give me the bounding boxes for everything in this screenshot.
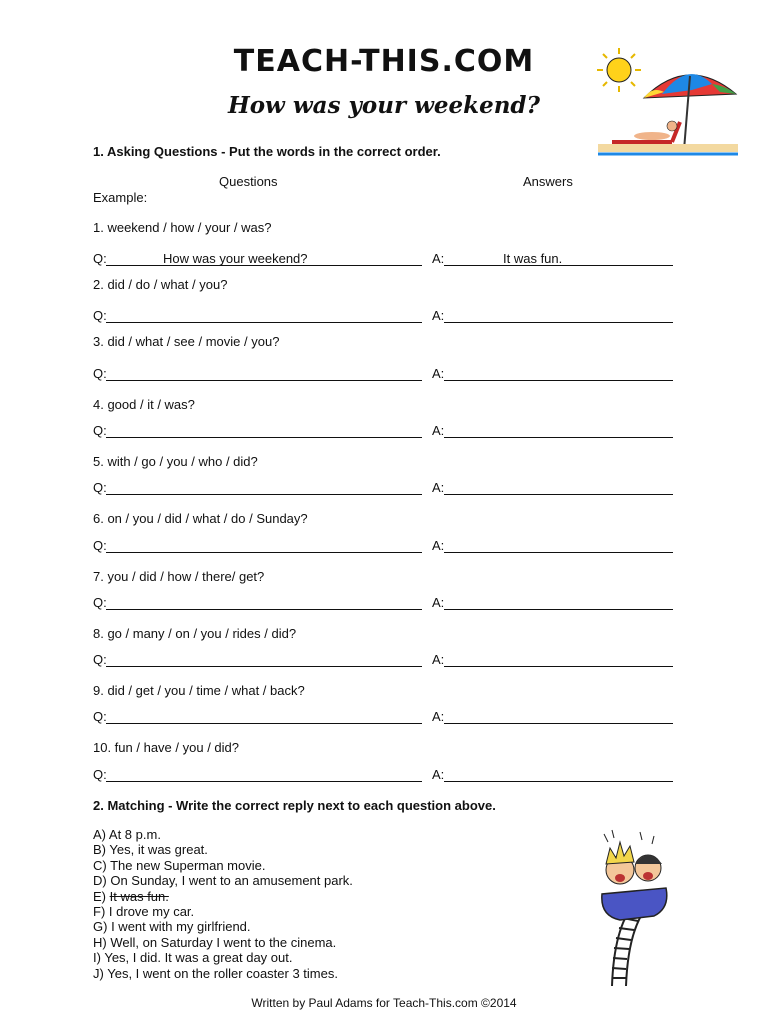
list-item: B) Yes, it was great. (93, 842, 208, 858)
list-item: D) On Sunday, I went to an amusement park. (93, 873, 353, 889)
question-prompt-3: 3. did / what / see / movie / you? (93, 334, 280, 349)
question-prompt-10: 10. fun / have / you / did? (93, 740, 239, 755)
q-label: Q: (93, 709, 107, 724)
lounge-chair-icon (598, 121, 738, 154)
question-answer-line[interactable] (106, 494, 422, 495)
question-answer-line[interactable] (106, 609, 422, 610)
answer-row-5 (93, 480, 683, 496)
page-title: TEACH-THIS.COM (233, 44, 535, 79)
list-item: C) The new Superman movie. (93, 857, 266, 873)
a-label: A: (432, 709, 445, 724)
a-label: A: (432, 480, 445, 495)
coaster-car-icon (602, 888, 667, 920)
reply-fill-text: It was fun. (503, 251, 563, 266)
question-prompt-5: 5. with / go / you / who / did? (93, 454, 258, 469)
answer-row-7 (93, 595, 683, 611)
reply-answer-line[interactable] (444, 781, 673, 782)
question-answer-line[interactable] (106, 380, 422, 381)
question-prompt-7: 7. you / did / how / there/ get? (93, 569, 265, 584)
reply-answer-line[interactable] (444, 380, 673, 381)
a-label: A: (432, 767, 445, 782)
list-item: E) It was fun. (93, 888, 169, 904)
footer-credit: Written by Paul Adams for Teach-This.com ©2014 (251, 996, 517, 1010)
column-header-questions: Questions (219, 174, 278, 189)
worksheet-subtitle: How was your weekend? (227, 92, 540, 119)
answer-row-10 (93, 767, 683, 783)
list-item: J) Yes, I went on the roller coaster 3 times. (93, 965, 338, 981)
answer-row-1 (93, 251, 683, 267)
q-label: Q: (93, 251, 107, 266)
q-label: Q: (93, 480, 107, 495)
question-prompt-1: 1. weekend / how / your / was? (93, 220, 272, 235)
question-answer-line[interactable] (106, 781, 422, 782)
q-label: Q: (93, 366, 107, 381)
question-prompt-6: 6. on / you / did / what / do / Sunday? (93, 511, 308, 526)
reply-answer-line[interactable] (444, 437, 673, 438)
a-label: A: (432, 652, 445, 667)
reply-answer-line[interactable] (444, 609, 673, 610)
struck-answer: It was fun. (109, 888, 169, 904)
a-label: A: (432, 423, 445, 438)
question-answer-line[interactable] (106, 437, 422, 438)
a-label: A: (432, 251, 445, 266)
list-item: A) At 8 p.m. (93, 827, 161, 842)
list-item: F) I drove my car. (93, 904, 195, 920)
a-label: A: (432, 595, 445, 610)
section2-heading: 2. Matching - Write the correct reply next to each question above. (93, 798, 496, 813)
question-answer-line[interactable] (106, 552, 422, 553)
reply-answer-line[interactable] (444, 723, 673, 724)
question-answer-line[interactable] (106, 723, 422, 724)
answer-row-6 (93, 538, 683, 554)
column-header-answers: Answers (523, 174, 573, 189)
list-item: I) Yes, I did. It was a great day out. (93, 950, 293, 966)
answer-row-4 (93, 423, 683, 439)
q-label: Q: (93, 538, 107, 553)
beach-umbrella-illustration (592, 46, 740, 162)
answer-row-3 (93, 366, 683, 382)
question-answer-line[interactable] (106, 322, 422, 323)
reply-answer-line[interactable] (444, 494, 673, 495)
question-prompt-2: 2. did / do / what / you? (93, 277, 228, 292)
reply-answer-line[interactable] (444, 552, 673, 553)
q-label: Q: (93, 767, 107, 782)
list-item: H) Well, on Saturday I went to the cinema. (93, 934, 337, 950)
question-answer-line[interactable] (106, 666, 422, 667)
section1-heading: 1. Asking Questions - Put the words in the correct order. (93, 144, 441, 159)
question-prompt-4: 4. good / it / was? (93, 397, 195, 412)
q-label: Q: (93, 652, 107, 667)
riders-icon (606, 842, 662, 884)
roller-coaster-illustration (590, 828, 680, 988)
a-label: A: (432, 538, 445, 553)
matching-answer-list (93, 827, 353, 981)
sun-icon (597, 48, 641, 92)
q-label: Q: (93, 595, 107, 610)
reply-answer-line[interactable] (444, 322, 673, 323)
reply-answer-line[interactable] (444, 666, 673, 667)
example-label: Example: (93, 190, 148, 205)
a-label: A: (432, 308, 445, 323)
list-item: G) I went with my girlfriend. (93, 919, 251, 935)
question-prompt-8: 8. go / many / on / you / rides / did? (93, 626, 297, 641)
answer-row-9 (93, 709, 683, 725)
question-fill-text: How was your weekend? (163, 251, 308, 266)
q-label: Q: (93, 423, 107, 438)
answer-row-2 (93, 308, 683, 324)
answer-row-8 (93, 652, 683, 668)
q-label: Q: (93, 308, 107, 323)
a-label: A: (432, 366, 445, 381)
speed-lines-icon (604, 830, 654, 844)
question-prompt-9: 9. did / get / you / time / what / back? (93, 683, 305, 698)
